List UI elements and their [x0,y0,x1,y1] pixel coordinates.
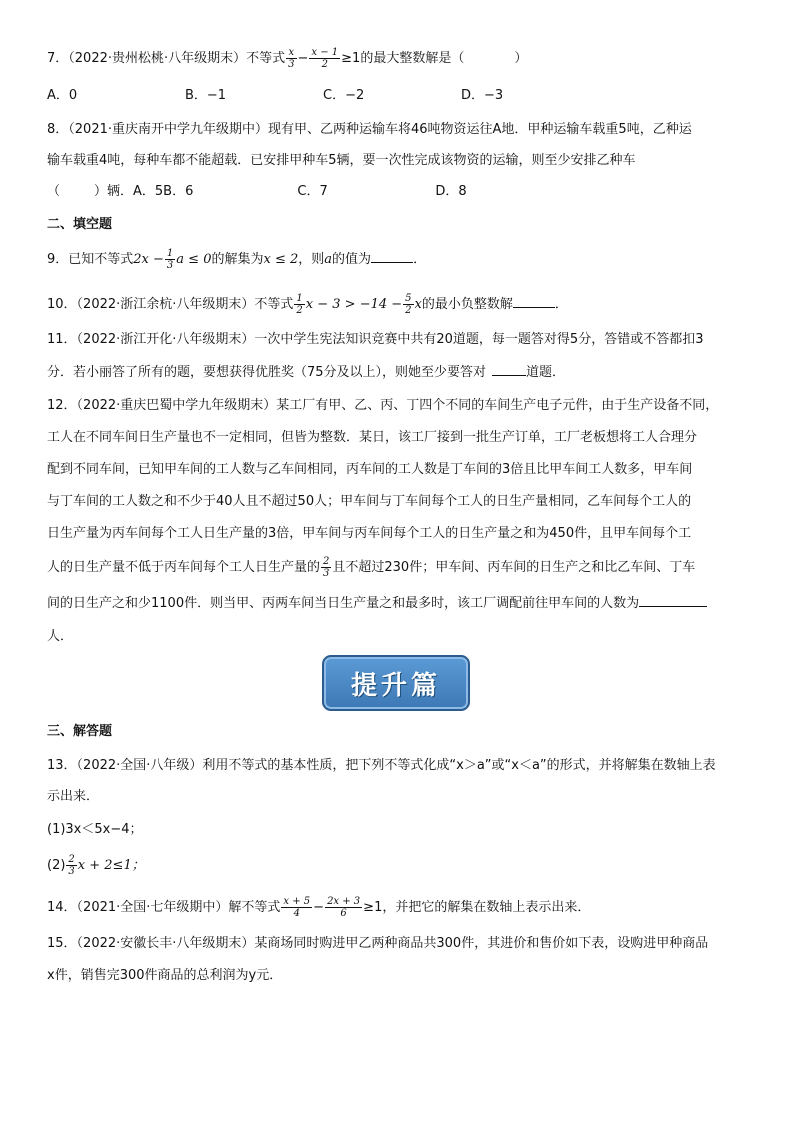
section-title-solutions: 三、解答题 [47,724,113,739]
section-title-fill-in: 二、填空题 [47,217,113,232]
question-7: 7．（2022·贵州松桃·八年级期末）不等式 $\frac{x}{3}$ − $\frac{x - 1}{2}$ ≥1的最大整数解是（ ） [47,47,528,70]
question-8-line-2: 输车载重4吨，每种车都不能超载．已安排甲种车5辆，要一次性完成该物资的运输，则至少安排乙种车 [47,153,636,168]
answer-blank [639,606,707,607]
fraction: $\frac{2}{3}$ [68,854,75,877]
question-13-line-1: 13．（2022·全国·八年级）利用不等式的基本性质，把下列不等式化成“x＞a”或“x＜a”的形式，并将解集在数轴上表 [47,758,716,773]
question-12-line-3: 配到不同车间，已知甲车间的工人数与乙车间相同，丙车间的工人数是丁车间的3倍且比甲车间工人数多，甲车间 [47,462,693,477]
question-12-line-7: 间的日生产之和少1100件．则当甲、丙两车间当日生产量之和最多时，该工厂调配前往甲车间的人数为 [47,594,754,614]
question-7-options [47,86,754,106]
option-d: D．8 [435,184,467,199]
question-15-line-2: x件，销售完300件商品的总利润为y元． [47,968,283,983]
option-a: A．0 [47,88,78,103]
question-12-line-1: 12．（2022·重庆巴蜀中学九年级期末）某工厂有甲、乙、丙、丁四个不同的车间生产电子元件，由于生产设备不同， [47,398,719,413]
fraction: $\frac{x + 5}{4}$ [283,896,311,919]
option-b: B．−1 [185,88,227,103]
question-12-line-6: 人的日生产量不低于丙车间每个工人日生产量的 $\frac{2}{3}$ 且不超过230件；甲车间、丙车间的日生产之和比乙车间、丁车 [47,556,696,579]
option-c: C．7 [297,184,328,199]
question-11-line-1: 11．（2022·浙江开化·八年级期末）一次中学生宪法知识竞赛中共有20道题，每一题答对得5分，答错或不答都扣3 [47,332,704,347]
question-13-item-2: (2) $\frac{2}{3}$ x + 2≤1； [47,854,145,877]
question-13-item-1: (1)3x＜5x−4； [47,822,143,837]
fraction: $\frac{2x + 3}{6}$ [327,896,361,919]
fraction: $\frac{1}{2}$ [296,293,303,316]
question-12-line-5: 日生产量为丙车间每个工人日生产量的3倍，甲车间与丙车间每个工人的日生产量之和为450件，且甲车间每个工 [47,526,692,541]
advanced-section-banner: 提升篇 [322,655,470,711]
question-12-line-4: 与丁车间的工人数之和不少于40人且不超过50人；甲车间与丁车间每个工人的日生产量相同，乙车间每个工人的 [47,494,692,509]
fraction: $\frac{5}{2}$ [405,293,412,316]
question-12-line-2: 工人在不同车间日生产量也不一定相同，但皆为整数．某日，该工厂接到一批生产订单，工厂老板想将工人合理分 [47,430,698,445]
question-9: 9．已知不等式2x − $\frac{1}{3}$ a ≤ 0的解集为x ≤ 2，则a的值为 ． [47,248,427,271]
question-8-options: （ ）辆．A．5B．6 C．7 D．8 [47,182,754,202]
question-13-line-2: 示出来． [47,789,100,804]
option-c: C．−2 [323,88,365,103]
question-14: 14．（2021·全国·七年级期中）解不等式 $\frac{x + 5}{4}$ − $\frac{2x + 3}{6}$ ≥1，并把它的解集在数轴上表示出来． [47,896,591,919]
answer-blank [371,262,413,263]
option-d: D．−3 [461,88,504,103]
fraction: $\frac{x - 1}{2}$ [311,47,339,70]
question-10: 10．（2022·浙江余杭·八年级期末）不等式 $\frac{1}{2}$ x − 3 > −14 − $\frac{5}{2}$ x的最小负整数解 ． [47,293,568,316]
question-8-line-1: 8．（2021·重庆南开中学九年级期中）现有甲、乙两种运输车将46吨物资运往A地．甲种运输车载重5吨，乙种运 [47,122,692,137]
answer-blank [513,307,555,308]
question-15-line-1: 15．（2022·安徽长丰·八年级期末）某商场同时购进甲乙两种商品共300件，其进价和售价如下表，设购进甲种商品 [47,936,709,951]
fraction: $\frac{1}{3}$ [166,248,174,271]
question-11-line-2: 分．若小丽答了所有的题，要想获得优胜奖（75分及以上），则她至少要答对 道题． [47,365,566,380]
fraction: $\frac{x}{3}$ [288,47,295,70]
question-12-line-8: 人． [47,629,74,644]
fraction: $\frac{2}{3}$ [323,556,330,579]
answer-blank [492,375,526,376]
